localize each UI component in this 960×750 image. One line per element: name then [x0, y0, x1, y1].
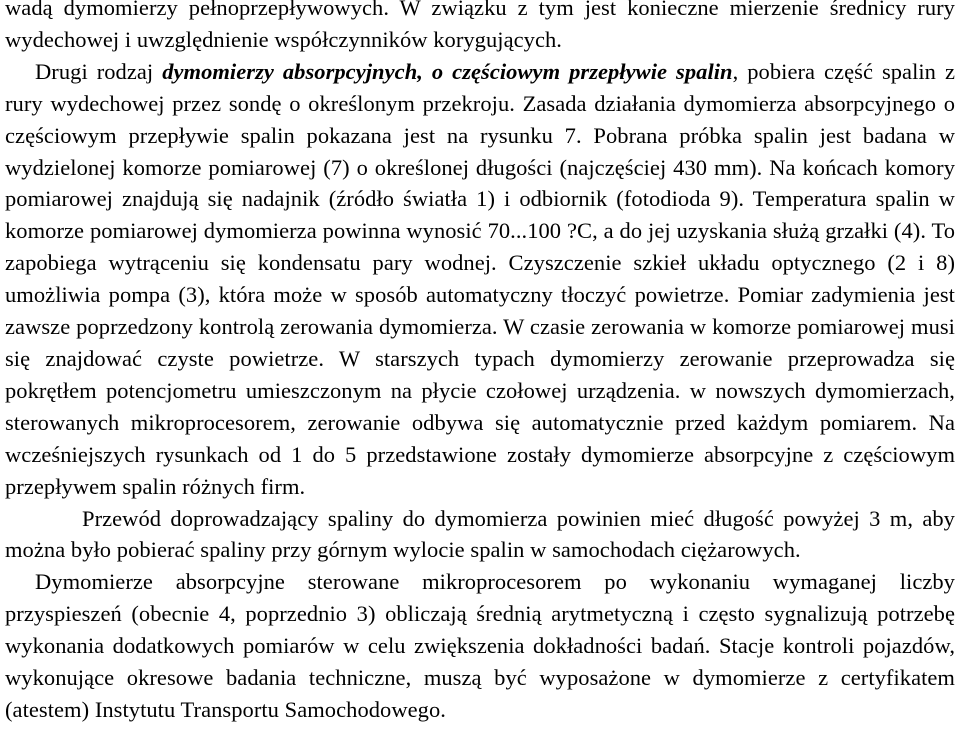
paragraph-2	[5, 56, 955, 503]
paragraph-2-emphasis: dymomierzy absorpcyjnych, o częściowym przepływie spalin	[162, 58, 733, 84]
paragraph-4-text: Dymomierze absorpcyjne sterowane mikroprocesorem po wykonaniu wymaganej liczby przyspieszeń (obecnie 4, poprzednio 3) obliczają średnią arytmetyczną i często sygnalizują potrzebę wykonania dodatkowych pomiarów w celu zwiększenia dokładności badań. Stacje kontroli pojazdów, wykonujące okresowe badania techniczne, muszą być wyposażone w dymomierze z certyfikatem (atestem) Instytutu Transportu Samochodowego.	[5, 569, 955, 722]
paragraph-3-text: Przewód doprowadzający spaliny do dymomierza powinien mieć długość powyżej 3 m, aby można było pobierać spaliny przy górnym wylocie spalin w samochodach ciężarowych.	[5, 505, 955, 563]
paragraph-1-text: wadą dymomierzy pełnoprzepływowych. W związku z tym jest konieczne mierzenie średnicy rury wydechowej i uwzględnienie współczynników korygujących.	[5, 0, 955, 52]
paragraph-2-lead: Drugi rodzaj	[35, 58, 163, 84]
paragraph-1	[5, 0, 955, 56]
paragraph-2-body: , pobiera część spalin z rury wydechowej przez sondę o określonym przekroju. Zasada działania dymomierza absorpcyjnego o częściowym przepływie spalin pokazana jest na rysunku 7. Pobrana próbka spalin jest badana w wydzielonej komorze pomiarowej (7) o określonej długości (najczęściej 430 mm). Na końcach komory pomiarowej znajdują się nadajnik (źródło światła 1) i odbiornik (fotodioda 9). Temperatura spalin w komorze pomiarowej dymomierza powinna wynosić 70...100 ?C, a do jej uzyskania służą grzałki (4). To zapobiega wytrąceniu się kondensatu pary wodnej. Czyszczenie szkieł układu optycznego (2 i 8) umożliwia pompa (3), która może w sposób automatyczny tłoczyć powietrze. Pomiar zadymienia jest zawsze poprzedzony kontrolą zerowania dymomierza. W czasie zerowania w komorze pomiarowej musi się znajdować czyste powietrze. W starszych typach dymomierzy zerowanie przeprowadza się pokrętłem potencjometru umieszczonym na płycie czołowej urządzenia. w nowszych dymomierzach, sterowanych mikroprocesorem, zerowanie odbywa się automatycznie przed każdym pomiarem. Na wcześniejszych rysunkach od 1 do 5 przedstawione zostały dymomierze absorpcyjne z częściowym przepływem spalin różnych firm.	[5, 58, 955, 499]
paragraph-4	[5, 566, 955, 726]
paragraph-3	[5, 503, 955, 567]
